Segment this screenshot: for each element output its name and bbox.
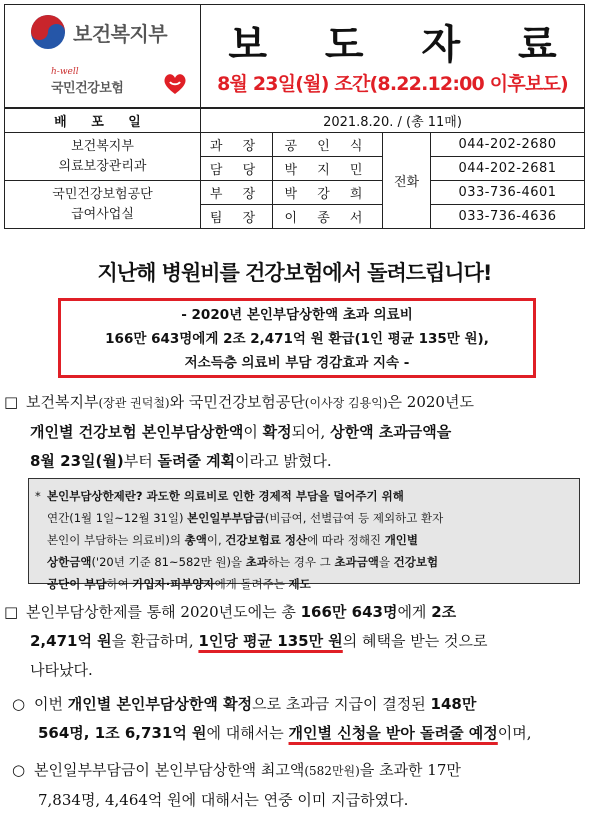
ministry-name: 보건복지부 — [73, 21, 168, 46]
contact-name: 이 종 서 — [273, 205, 383, 229]
org-nhis: 국민건강보험공단 급여사업실 — [5, 181, 201, 229]
highlighted-average: 1인당 평균 135만 원 — [198, 632, 343, 650]
logo-area — [5, 5, 201, 107]
contact-name: 박 지 민 — [273, 157, 383, 181]
nhis-tagline: h-well — [51, 67, 79, 77]
press-release-title: 보 도 자 료 — [228, 21, 579, 68]
press-header — [4, 4, 585, 108]
contact-name: 공 인 식 — [273, 133, 383, 157]
subheadline-line: - 2020년 본인부담상한액 초과 의료비 — [181, 307, 413, 323]
contact-position: 팀 장 — [201, 205, 273, 229]
highlighted-application: 개인별 신청을 받아 돌려줄 예정 — [288, 724, 498, 742]
contact-position: 부 장 — [201, 181, 273, 205]
contact-position: 담 당 — [201, 157, 273, 181]
paragraph-4: ○ 본인일부부담금이 본인부담상한액 최고액(582만원)을 초과한 17만 7,834명, 4,464억 원에 대해서는 연중 이미 지급하였다. — [4, 756, 585, 815]
heart-icon — [163, 73, 187, 95]
contact-phone: 033-736-4601 — [431, 181, 585, 205]
square-bullet-icon: □ — [4, 393, 19, 411]
release-date-label: 배 포 일 — [5, 109, 201, 133]
taegeuk-icon — [31, 15, 65, 49]
contact-phone: 033-736-4636 — [431, 205, 585, 229]
headline: 지난해 병원비를 건강보험에서 돌려드립니다! — [97, 261, 492, 285]
release-date-value: 2021.8.20. / (총 11매) — [201, 109, 585, 133]
definition-note: * 본인부담상한제란? 과도한 의료비로 인한 경제적 부담을 덜어주기 위해 연간(1월 1일~12월 31일) 본인일부부담금(비급여, 선별급여 등 제외하고 환자 본인이 부담하는 의료비)의 총액이, 건강보험료 정산에 따라 정해진 개인별 상한금액('20년 기준 81~582만 원)을 초과하는 경우 그 초과금액을 건강보험 공단이 부담하여 가입자·피부양자에게 돌려주는 제도 — [28, 478, 580, 584]
paragraph-2: □ 본인부담상한제를 통해 2020년도에는 총 166만 643명에게 2조 2,471억 원을 환급하며, 1인당 평균 135만 원의 혜택을 받는 것으로 나타났다. — [4, 598, 585, 685]
nhis-logo — [51, 67, 123, 96]
embargo-notice: 8월 23일(월) 조간(8.22.12:00 이후보도) — [217, 73, 568, 95]
circle-bullet-icon: ○ — [12, 695, 26, 713]
paragraph-3: ○ 이번 개인별 본인부담상한액 확정으로 초과금 지급이 결정된 148만 564명, 1조 6,731억 원에 대해서는 개인별 신청을 받아 돌려줄 예정이며, — [4, 690, 585, 748]
contact-table — [4, 108, 585, 229]
circle-bullet-icon: ○ — [12, 761, 26, 779]
paragraph-1: □ 보건복지부(장관 권덕철)와 국민건강보험공단(이사장 김용익)은 2020년도 개인별 건강보험 본인부담상한액이 확정되어, 상한액 초과금액을 8월 23일(월)부터 돌려줄 계획이라고 밝혔다. — [4, 388, 585, 476]
org-ministry: 보건복지부 의료보장관리과 — [5, 133, 201, 181]
phone-label: 전화 — [383, 133, 431, 229]
contact-name: 박 강 희 — [273, 181, 383, 205]
contact-phone: 044-202-2680 — [431, 133, 585, 157]
contact-position: 과 장 — [201, 133, 273, 157]
subheadline-box — [58, 298, 536, 378]
subheadline-line: 166만 643명에게 2조 2,471억 원 환급(1인 평균 135만 원), — [105, 331, 489, 347]
asterisk-icon: * — [35, 489, 41, 503]
title-area — [201, 5, 584, 107]
subheadline-line: 저소득층 의료비 부담 경감효과 지속 - — [184, 355, 410, 371]
ministry-logo — [31, 15, 167, 49]
nhis-name: 국민건강보험 — [51, 81, 124, 96]
contact-phone: 044-202-2681 — [431, 157, 585, 181]
square-bullet-icon: □ — [4, 603, 19, 621]
